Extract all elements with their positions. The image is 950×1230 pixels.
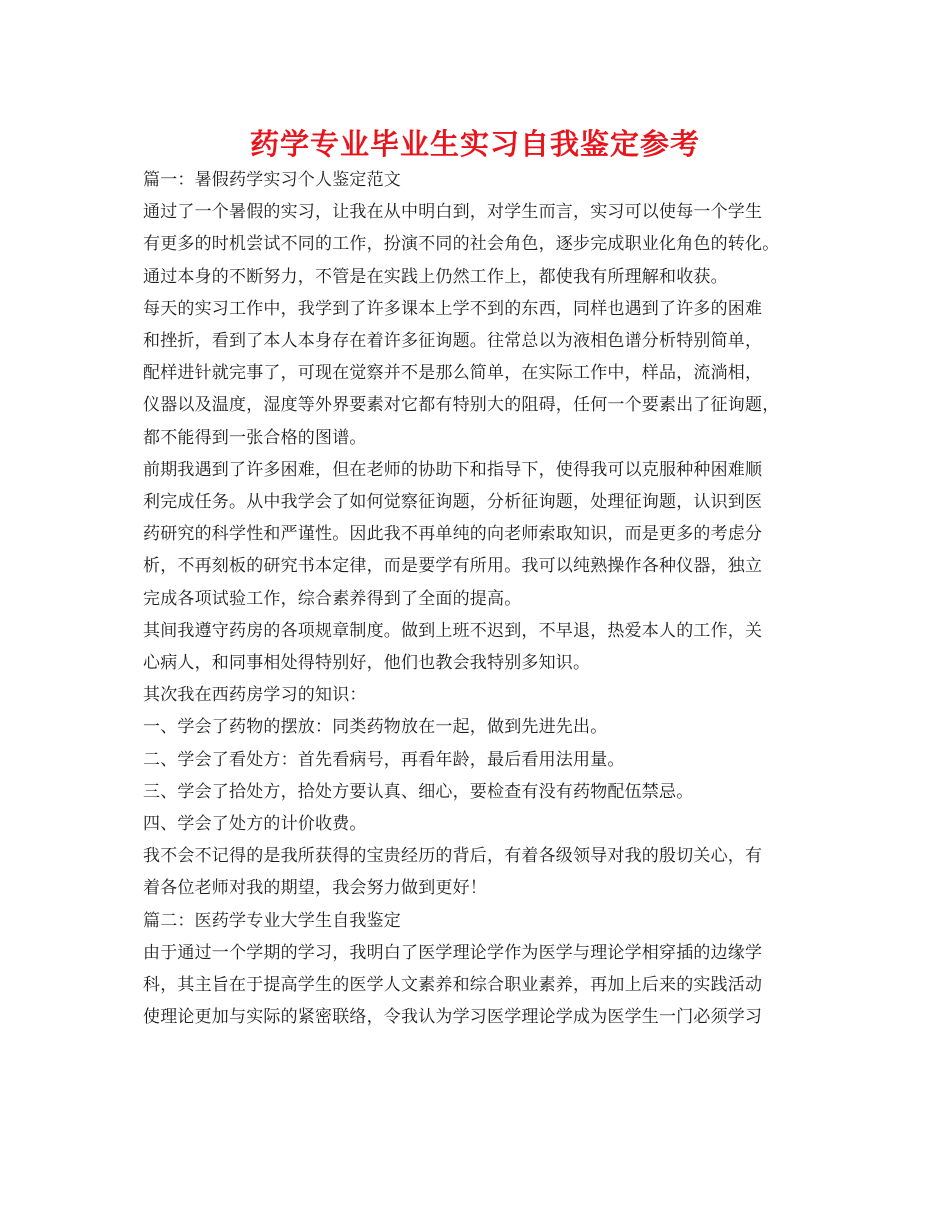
text-line: 和挫折，看到了本人本身存在着许多征询题。往常总以为液相色谱分析特别简单， <box>143 331 763 351</box>
text-line: 析，不再刻板的研究书本定律，而是要学有所用。我可以纯熟操作各种仪器，独立 <box>143 556 763 577</box>
text-line: 四、学会了处方的计价收费。 <box>143 814 367 834</box>
text-line: 前期我遇到了许多困难，但在老师的协助下和指导下，使得我可以克服种种困难顺 <box>143 459 763 480</box>
document-title: 药学专业毕业生实习自我鉴定参考 <box>249 127 700 161</box>
text-line: 三、学会了拾处方，拾处方要认真、细心，要检查有没有药物配伍禁忌。 <box>143 781 694 802</box>
text-line: 一、学会了药物的摆放：同类药物放在一起，做到先进先出。 <box>143 717 608 738</box>
text-line: 由于通过一个学期的学习，我明白了医学理论学作为医学与理论学相穿插的边缘学 <box>143 942 763 963</box>
text-line: 完成各项试验工作，综合素养得到了全面的提高。 <box>143 588 522 609</box>
text-line: 其次我在西药房学习的知识： <box>143 685 367 706</box>
text-line: 二、学会了看处方：首先看病号，再看年龄，最后看用法用量。 <box>143 749 625 770</box>
text-line: 着各位老师对我的期望，我会努力做到更好！ <box>143 878 487 899</box>
text-line: 科，其主旨在于提高学生的医学人文素养和综合职业素养，再加上后来的实践活动 <box>143 975 763 995</box>
text-line: 通过本身的不断努力，不管是在实践上仍然工作上，都使我有所理解和收获。 <box>143 266 728 287</box>
text-line: 配样进针就完事了，可现在觉察并不是那么简单，在实际工作中，样品，流淌相， <box>143 363 763 384</box>
text-line: 利完成任务。从中我学会了如何觉察征询题，分析征询题，处理征询题，认识到医 <box>143 492 763 512</box>
text-line: 药研究的科学性和严谨性。因此我不再单纯的向老师索取知识，而是更多的考虑分 <box>143 524 763 545</box>
text-line: 仪器以及温度，湿度等外界要素对它都有特别大的阻碍，任何一个要素出了征询题， <box>143 395 780 416</box>
text-line: 其间我遵守药房的各项规章制度。做到上班不迟到，不早退，热爱本人的工作，关 <box>143 620 763 641</box>
text-line: 有更多的时机尝试不同的工作，扮演不同的社会角色，逐步完成职业化角色的转化。 <box>143 234 780 255</box>
text-line: 篇二：医药学专业大学生自我鉴定 <box>143 910 401 931</box>
text-line: 每天的实习工作中，我学到了许多课本上学不到的东西，同样也遇到了许多的困难 <box>143 298 763 319</box>
text-line: 通过了一个暑假的实习，让我在从中明白到，对学生而言，实习可以使每一个学生 <box>143 202 763 223</box>
text-line: 心病人，和同事相处得特别好，他们也教会我特别多知识。 <box>143 653 591 673</box>
text-line: 篇一：暑假药学实习个人鉴定范文 <box>143 170 401 190</box>
text-line: 使理论更加与实际的紧密联络，令我认为学习医学理论学成为医学生一门必须学习 <box>143 1007 763 1028</box>
text-line: 都不能得到一张合格的图谱。 <box>143 427 367 448</box>
text-line: 我不会不记得的是我所获得的宝贵经历的背后，有着各级领导对我的殷切关心，有 <box>143 846 763 867</box>
